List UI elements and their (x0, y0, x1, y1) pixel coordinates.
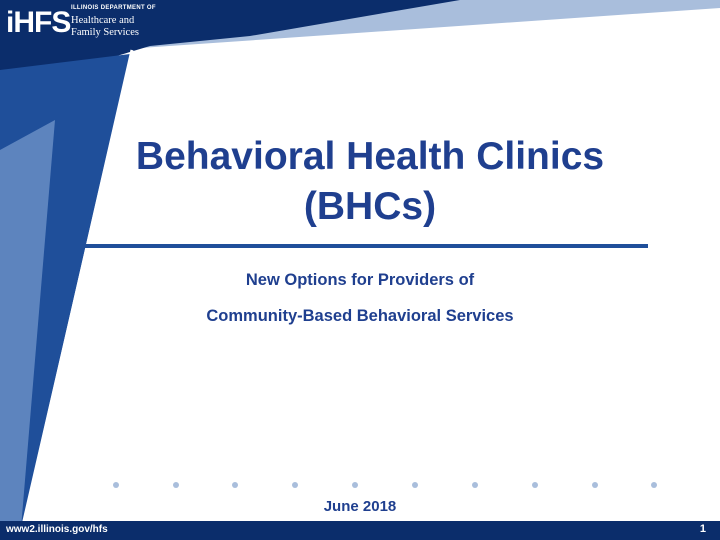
dot (173, 482, 179, 488)
dot (532, 482, 538, 488)
dot (352, 482, 358, 488)
dot (592, 482, 598, 488)
subtitle-line-2: Community-Based Behavioral Services (206, 307, 514, 325)
footer-url-link[interactable]: www2.illinois.gov/hfs (6, 524, 108, 535)
title-line-2: (BHCs) (303, 185, 437, 228)
hfs-logo (6, 2, 156, 42)
page-number: 1 (699, 523, 706, 535)
decorative-dot-row (106, 482, 666, 494)
footer-bar (0, 521, 720, 540)
logo-department-label: ILLINOIS DEPARTMENT OF (71, 5, 156, 11)
dot (651, 482, 657, 488)
title-divider (68, 244, 648, 248)
logo-line-2: Family Services (71, 27, 139, 38)
dot (232, 482, 238, 488)
title-line-1: Behavioral Health Clinics (135, 135, 605, 178)
dot (292, 482, 298, 488)
dot (412, 482, 418, 488)
slide-date: June 2018 (323, 498, 397, 515)
slide-title (90, 132, 650, 232)
logo-line-1: Healthcare and (71, 15, 135, 26)
logo-mark: iHFS (6, 6, 71, 39)
subtitle-line-1: New Options for Providers of (245, 271, 475, 289)
slide-subtitle (90, 262, 630, 334)
dot (472, 482, 478, 488)
dot (113, 482, 119, 488)
